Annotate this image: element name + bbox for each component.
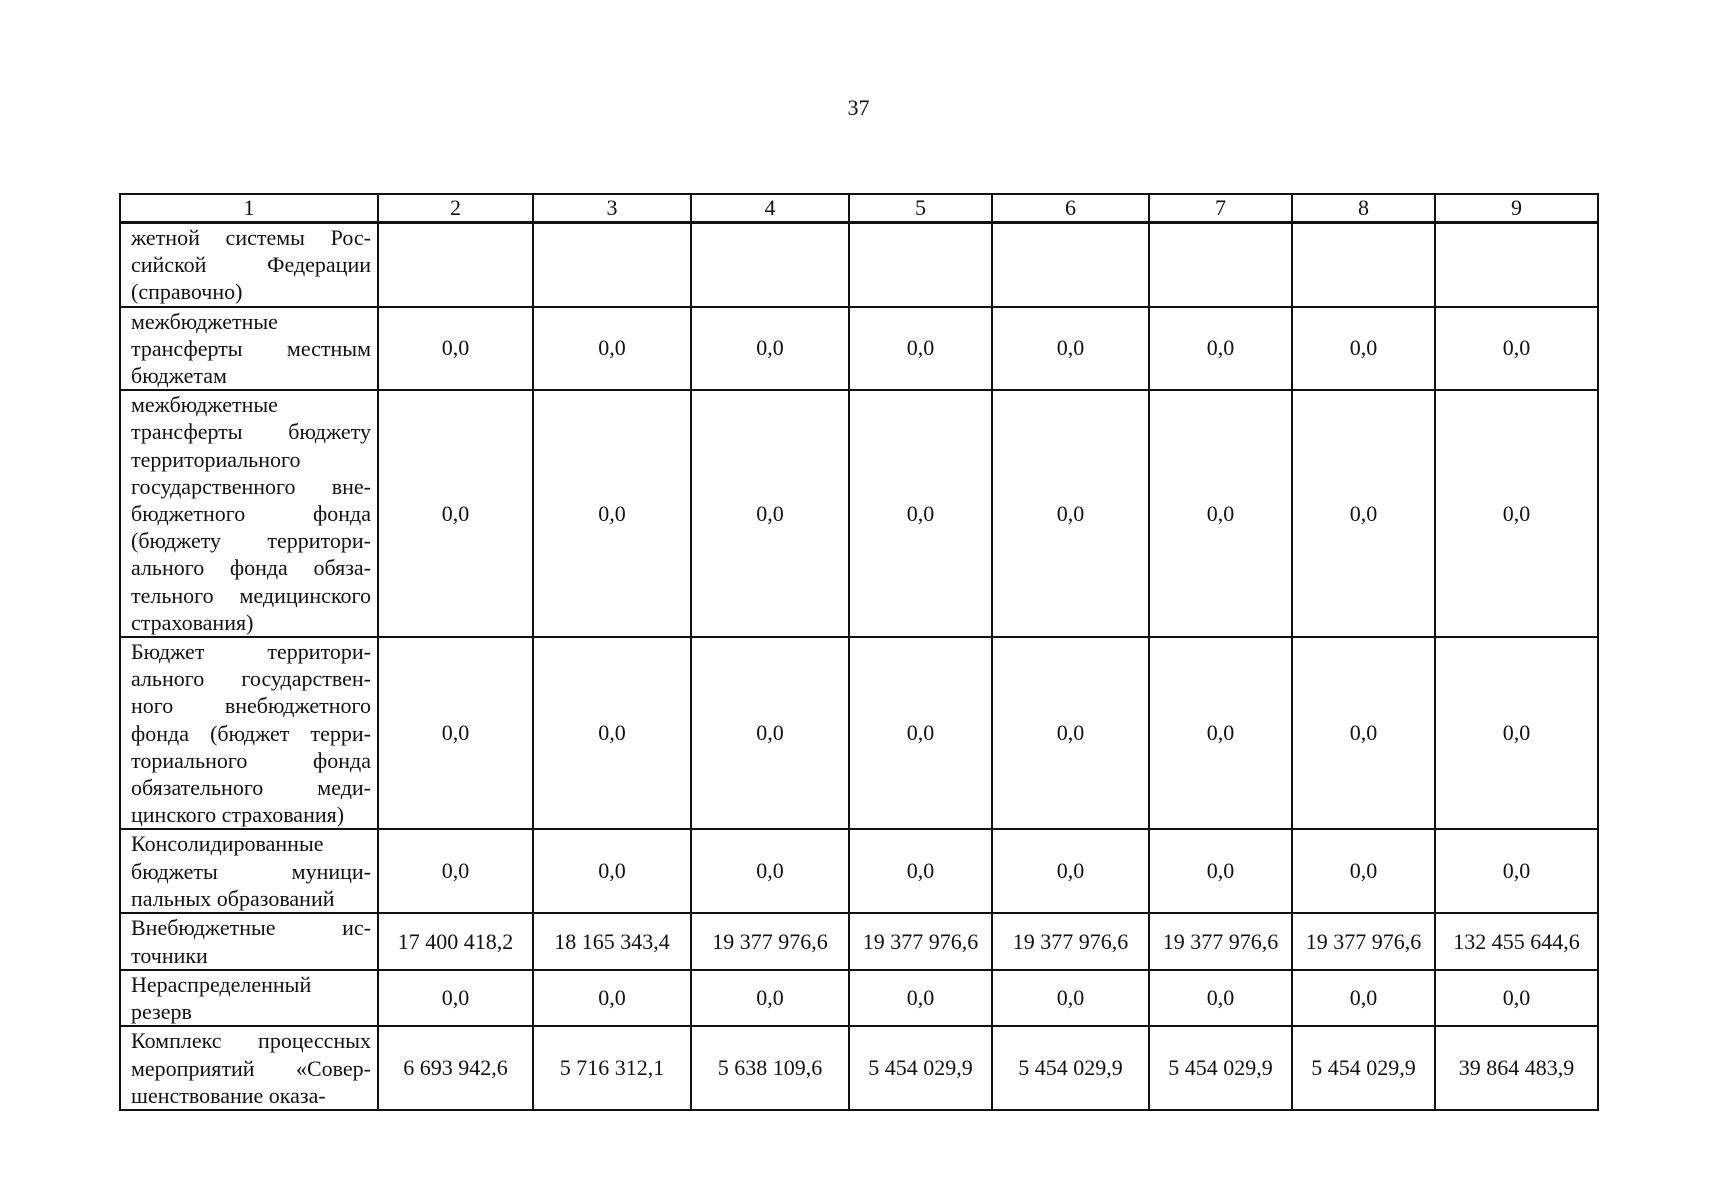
row-label: межбюджетные трансферты местным бюджетам bbox=[120, 307, 378, 391]
table-cell bbox=[378, 223, 533, 307]
table-cell: 39 864 483,9 bbox=[1435, 1026, 1598, 1110]
table-cell: 0,0 bbox=[992, 970, 1149, 1026]
table-row bbox=[120, 829, 1598, 913]
table-cell bbox=[691, 223, 849, 307]
table-cell: 5 454 029,9 bbox=[1149, 1026, 1292, 1110]
table-cell: 18 165 343,4 bbox=[533, 913, 691, 970]
table-cell: 6 693 942,6 bbox=[378, 1026, 533, 1110]
table-cell: 0,0 bbox=[992, 829, 1149, 913]
column-header: 1 bbox=[120, 194, 378, 223]
table-cell: 19 377 976,6 bbox=[691, 913, 849, 970]
row-label: Консолидированные бюджеты муниципальных образований bbox=[120, 829, 378, 913]
column-header: 2 bbox=[378, 194, 533, 223]
row-label: Бюджет территориального государственного внебюджетного фонда (бюджет территориального фонда обязательного медицинского страхования) bbox=[120, 637, 378, 829]
column-header: 7 bbox=[1149, 194, 1292, 223]
table-cell: 19 377 976,6 bbox=[1292, 913, 1435, 970]
table-row bbox=[120, 637, 1598, 829]
table-cell: 0,0 bbox=[378, 637, 533, 829]
table-cell: 19 377 976,6 bbox=[1149, 913, 1292, 970]
column-header: 8 bbox=[1292, 194, 1435, 223]
table-row bbox=[120, 913, 1598, 970]
table-cell: 0,0 bbox=[992, 390, 1149, 637]
table-cell: 0,0 bbox=[1149, 637, 1292, 829]
table-cell: 0,0 bbox=[849, 970, 992, 1026]
table-cell bbox=[992, 223, 1149, 307]
table-cell: 5 716 312,1 bbox=[533, 1026, 691, 1110]
table-cell: 0,0 bbox=[533, 390, 691, 637]
table-cell bbox=[533, 223, 691, 307]
table-cell bbox=[1435, 223, 1598, 307]
table-cell: 5 454 029,9 bbox=[1292, 1026, 1435, 1110]
row-label: Внебюджетные источники bbox=[120, 913, 378, 970]
row-label: межбюджетные трансферты бюджету территориального государственного внебюджетного фонда (бюджету территориального фонда обязательного медицинского страхования) bbox=[120, 390, 378, 637]
table-cell: 0,0 bbox=[1149, 970, 1292, 1026]
table-cell: 0,0 bbox=[378, 390, 533, 637]
table-row bbox=[120, 307, 1598, 391]
table-cell: 0,0 bbox=[849, 390, 992, 637]
table-cell bbox=[849, 223, 992, 307]
row-label: жетной системы Российской Федерации (справочно) bbox=[120, 223, 378, 307]
table-cell: 0,0 bbox=[378, 829, 533, 913]
table-cell: 0,0 bbox=[1149, 307, 1292, 391]
row-label: Нераспределенный резерв bbox=[120, 970, 378, 1026]
table-cell: 0,0 bbox=[1435, 307, 1598, 391]
table-row bbox=[120, 1026, 1598, 1110]
column-header: 3 bbox=[533, 194, 691, 223]
page-number: 37 bbox=[847, 95, 870, 120]
table-cell: 0,0 bbox=[1292, 637, 1435, 829]
table-cell: 0,0 bbox=[849, 637, 992, 829]
table-cell: 0,0 bbox=[1435, 970, 1598, 1026]
row-label: Комплекс процессных мероприятий «Совершенствование оказа- bbox=[120, 1026, 378, 1110]
table-cell: 19 377 976,6 bbox=[992, 913, 1149, 970]
table-cell: 0,0 bbox=[849, 829, 992, 913]
table-cell: 0,0 bbox=[1435, 390, 1598, 637]
table-cell: 0,0 bbox=[533, 970, 691, 1026]
table-cell: 17 400 418,2 bbox=[378, 913, 533, 970]
table-cell: 19 377 976,6 bbox=[849, 913, 992, 970]
table-row bbox=[120, 390, 1598, 637]
table-cell: 0,0 bbox=[691, 829, 849, 913]
table-cell: 0,0 bbox=[691, 307, 849, 391]
table-cell bbox=[1149, 223, 1292, 307]
table-cell: 132 455 644,6 bbox=[1435, 913, 1598, 970]
table-cell: 0,0 bbox=[378, 970, 533, 1026]
table-cell: 0,0 bbox=[1149, 829, 1292, 913]
table-cell: 0,0 bbox=[691, 390, 849, 637]
column-header: 4 bbox=[691, 194, 849, 223]
table-cell: 0,0 bbox=[691, 637, 849, 829]
table-cell: 0,0 bbox=[1149, 390, 1292, 637]
table-cell: 0,0 bbox=[1435, 829, 1598, 913]
table-header-row bbox=[120, 194, 1598, 223]
table-cell: 0,0 bbox=[691, 970, 849, 1026]
table-cell: 0,0 bbox=[533, 307, 691, 391]
table-cell: 0,0 bbox=[533, 829, 691, 913]
column-header: 6 bbox=[992, 194, 1149, 223]
table-cell: 0,0 bbox=[1292, 829, 1435, 913]
table-row bbox=[120, 970, 1598, 1026]
table-cell: 0,0 bbox=[992, 637, 1149, 829]
table-cell: 0,0 bbox=[1292, 390, 1435, 637]
table-cell bbox=[1292, 223, 1435, 307]
column-header: 5 bbox=[849, 194, 992, 223]
table-cell: 0,0 bbox=[1292, 307, 1435, 391]
table-cell: 5 454 029,9 bbox=[849, 1026, 992, 1110]
table-row bbox=[120, 223, 1598, 307]
table-cell: 5 454 029,9 bbox=[992, 1026, 1149, 1110]
column-header: 9 bbox=[1435, 194, 1598, 223]
table-cell: 0,0 bbox=[533, 637, 691, 829]
table-cell: 5 638 109,6 bbox=[691, 1026, 849, 1110]
table-cell: 0,0 bbox=[378, 307, 533, 391]
budget-table bbox=[119, 193, 1599, 1111]
table-cell: 0,0 bbox=[1435, 637, 1598, 829]
table-cell: 0,0 bbox=[849, 307, 992, 391]
table-cell: 0,0 bbox=[992, 307, 1149, 391]
table-cell: 0,0 bbox=[1292, 970, 1435, 1026]
